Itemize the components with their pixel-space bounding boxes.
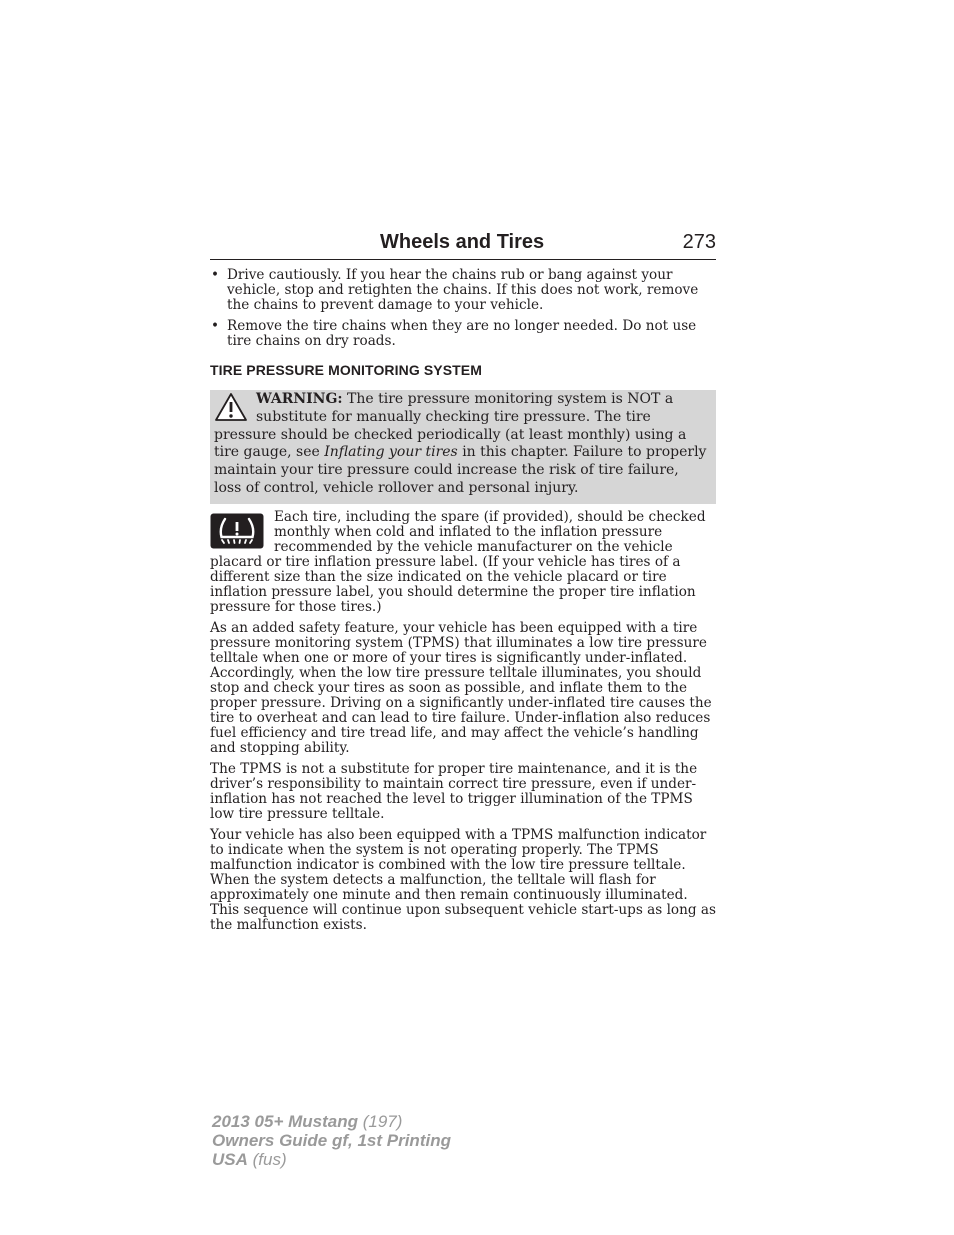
paragraph: Your vehicle has also been equipped with a TPMS malfunction indicator to indicate when the system is not operating properly. The TPMS malfunction indicator is combined with the low tire pressure telltale. When the system detects a malfunction, the telltale will flash for approximately one minute and then remain continuously illuminated. This sequence will continue upon subsequent vehicle start-ups as long as the malfunction exists. <box>210 826 716 933</box>
page-content <box>210 268 716 939</box>
paragraph: As an added safety feature, your vehicle has been equipped with a tire pressure monitoring system (TPMS) that illuminates a low tire pressure telltale when one or more of your tires is significantly under-inflated. Accordingly, when the low tire pressure telltale illuminates, you should stop and check your tires as soon as possible, and inflate them to the proper pressure. Driving on a significantly under-inflated tire causes the tire to overheat and can lead to tire failure. Under-inflation also reduces fuel efficiency and tire tread life, and may affect the vehicle’s handling and stopping ability. <box>210 619 712 756</box>
page-number: 273 <box>682 231 716 253</box>
paragraph: The TPMS is not a substitute for proper tire maintenance, and it is the driver’s responsibility to maintain correct tire pressure, even if under-inflation has not reached the level to trigger illumination of the TPMS low tire pressure telltale. <box>210 760 698 822</box>
list-item: • Remove the tire chains when they are no longer needed. Do not use tire chains on dry roads. <box>211 318 697 349</box>
footer-line: 2013 05+ Mustang (197) <box>212 1112 403 1131</box>
page-header <box>210 229 716 260</box>
warning-text: The tire pressure monitoring system is NOT a substitute for manually checking tire pressure. The tire pressure should be checked periodically (at least monthly) using a tire gauge, see <box>214 391 687 461</box>
bullet-icon: • <box>211 318 220 334</box>
warning-box <box>210 390 716 504</box>
warning-text-end: in this chapter. Failure to properly maintain your tire pressure could increase the risk of tire failure, loss of control, vehicle rollover and personal injury. <box>214 444 707 496</box>
warning-triangle-icon <box>214 392 248 422</box>
section-heading: TIRE PRESSURE MONITORING SYSTEM <box>210 362 482 378</box>
paragraph: Each tire, including the spare (if provided), should be checked monthly when cold and inflated to the inflation pressure recommended by the vehicle manufacturer on the vehicle placard or tire inflation pressure label. (If your vehicle has tires of a different size than the size indicated on the vehicle placard or tire inflation pressure label, you should determine the proper tire inflation pressure for those tires.) <box>210 508 706 615</box>
bullet-list <box>210 268 716 349</box>
footer-line: USA (fus) <box>212 1150 287 1169</box>
bullet-icon: • <box>211 267 220 283</box>
footer-line: Owners Guide gf, 1st Printing <box>212 1131 451 1150</box>
page-footer <box>212 1112 451 1169</box>
list-item: • Drive cautiously. If you hear the chains rub or bang against your vehicle, stop and retighten the chains. If this does not work, remove the chains to prevent damage to your vehicle. <box>211 267 699 313</box>
chapter-title: Wheels and Tires <box>380 231 545 253</box>
tire-pressure-warning-icon <box>210 513 264 549</box>
warning-label: WARNING: <box>256 391 343 407</box>
cross-reference: Inflating your tires <box>324 444 458 461</box>
